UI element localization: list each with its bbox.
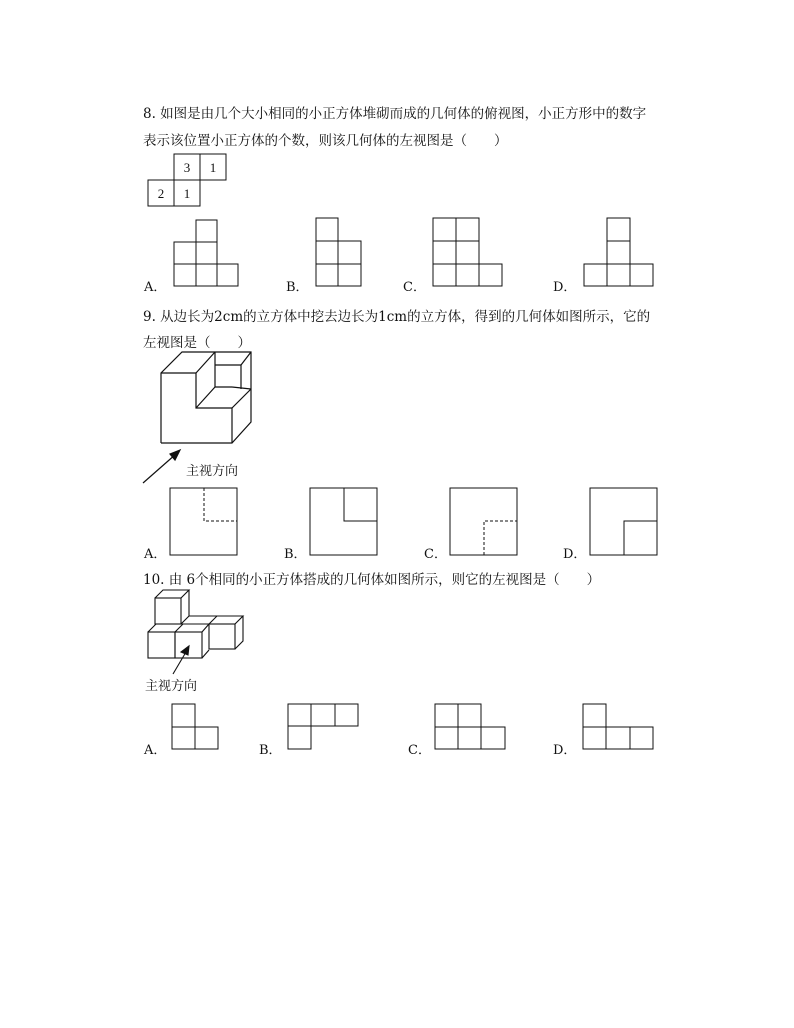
q8-text-line2: 表示该位置小正方体的个数，则该几何体的左视图是（ ） <box>143 133 508 149</box>
q9-text-line1: 9. 从边长为2cm的立方体中挖去边长为1cm的立方体，得到的几何体如图所示，它的 <box>143 309 651 325</box>
q9-option-b-figure <box>310 488 377 555</box>
q8-option-a-figure <box>174 220 238 286</box>
q10-option-d-figure <box>583 704 653 749</box>
q8-option-c-figure <box>433 218 502 286</box>
q8-grid-number: 3 <box>183 160 191 175</box>
q9-option-c-figure <box>450 488 517 555</box>
q8-option-d-figure <box>584 218 653 286</box>
q9-option-c-label: C． <box>424 547 447 562</box>
q10-direction-label: 主视方向 <box>145 679 198 694</box>
q10-option-c-label: C． <box>408 743 431 758</box>
q10-option-a-figure <box>172 704 218 749</box>
q10-cubes-figure <box>148 590 243 658</box>
q9-option-a-label: A． <box>144 547 167 562</box>
q9-option-a-figure <box>170 488 237 555</box>
q10-option-d-label: D． <box>553 743 577 758</box>
q8-option-b-figure <box>316 218 361 286</box>
q8-grid-number: 1 <box>209 160 217 175</box>
q10-option-b-label: B． <box>259 743 282 758</box>
q10-text-line1: 10. 由 6个相同的小正方体搭成的几何体如图所示，则它的左视图是（ ） <box>143 572 601 588</box>
q10-option-b-figure <box>288 704 358 749</box>
q8-option-a-label: A． <box>144 280 167 295</box>
q8-option-c-label: C． <box>403 280 426 295</box>
q10-option-c-figure <box>435 704 505 749</box>
q9-text-line2: 左视图是（ ） <box>143 335 251 351</box>
q8-grid-number: 2 <box>157 186 165 201</box>
q8-option-d-label: D． <box>553 280 577 295</box>
q10-option-a-label: A． <box>144 743 167 758</box>
q9-direction-label: 主视方向 <box>186 464 239 479</box>
q9-option-d-figure <box>590 488 657 555</box>
q8-option-b-label: B． <box>286 280 309 295</box>
q9-cube-figure <box>161 352 251 443</box>
q8-text-line1: 8. 如图是由几个大小相同的小正方体堆砌而成的几何体的俯视图，小正方形中的数字 <box>143 106 647 122</box>
q9-option-d-label: D． <box>563 547 587 562</box>
q9-option-b-label: B． <box>284 547 307 562</box>
q8-grid-number: 1 <box>183 186 191 201</box>
q9-view-direction-arrow <box>143 450 180 483</box>
